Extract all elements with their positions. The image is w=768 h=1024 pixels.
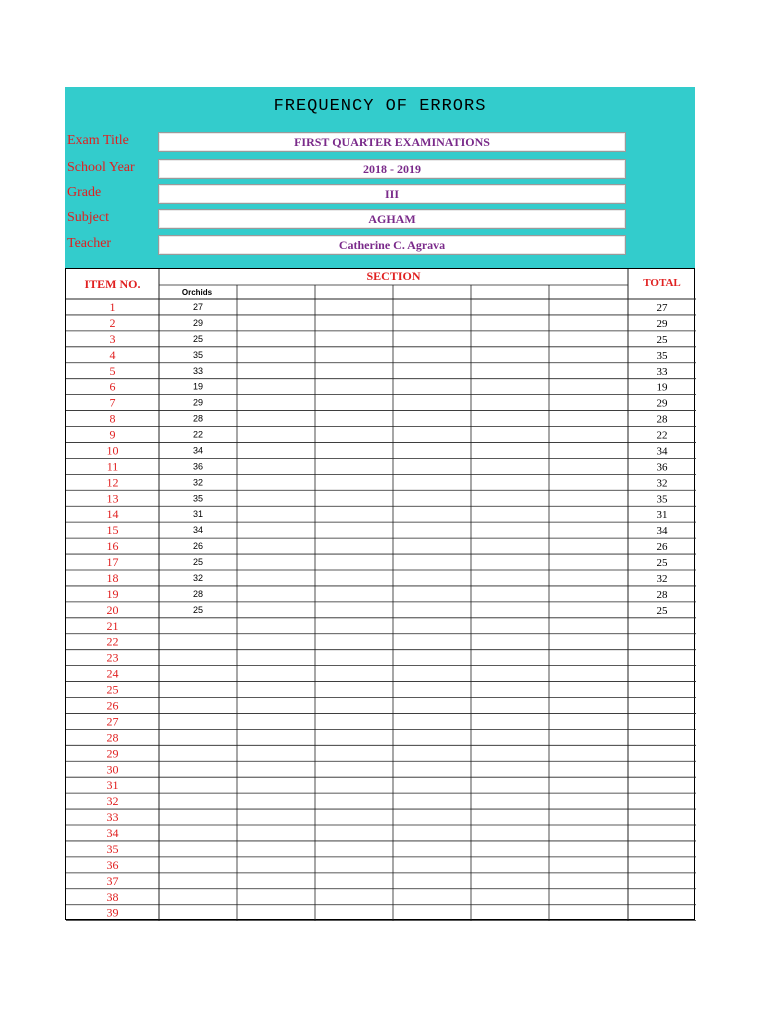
- item-number: 24: [106, 666, 119, 681]
- item-number: 12: [106, 475, 119, 490]
- subject-field[interactable]: AGHAM: [158, 209, 626, 229]
- item-number: 20: [106, 602, 119, 617]
- item-number: 21: [106, 618, 119, 633]
- section-header: SECTION: [366, 269, 421, 283]
- orchids-value: 33: [192, 365, 204, 376]
- grade-field[interactable]: III: [158, 184, 626, 204]
- item-number: 17: [106, 555, 119, 570]
- item-number: 25: [106, 682, 119, 697]
- item-number: 36: [106, 857, 119, 872]
- item-number: 39: [106, 905, 119, 920]
- orchids-value: 28: [192, 588, 204, 599]
- total-value: 26: [656, 541, 668, 554]
- total-value: 27: [656, 302, 668, 314]
- total-value: 28: [656, 413, 668, 426]
- orchids-value: 35: [192, 349, 204, 360]
- item-number: 15: [106, 523, 119, 538]
- total-value: 31: [656, 509, 668, 522]
- total-value: 33: [656, 365, 668, 378]
- item-number: 28: [106, 730, 119, 745]
- item-number: 1: [109, 300, 116, 314]
- teacher-field[interactable]: Catherine C. Agrava: [158, 235, 626, 255]
- section-name-orchids: Orchids: [181, 288, 213, 297]
- total-value: 19: [656, 381, 668, 394]
- grade-label: Grade: [67, 185, 102, 200]
- total-value: 34: [656, 445, 668, 458]
- item-number: 3: [109, 331, 116, 346]
- orchids-value: 25: [192, 604, 204, 615]
- item-no-header: ITEM NO.: [84, 277, 141, 291]
- subject-label: Subject: [67, 210, 109, 225]
- item-number: 13: [106, 491, 119, 506]
- total-value: 32: [656, 477, 668, 490]
- exam-title-label: Exam Title: [67, 133, 129, 148]
- total-value: 29: [656, 397, 668, 410]
- total-header: TOTAL: [643, 277, 681, 289]
- total-value: 28: [656, 588, 668, 601]
- page-title: FREQUENCY OF ERRORS: [273, 97, 487, 116]
- total-value: 22: [656, 429, 668, 442]
- item-number: 23: [106, 650, 119, 665]
- total-value: 25: [656, 604, 668, 617]
- item-number: 22: [106, 634, 119, 649]
- orchids-value: 25: [192, 333, 204, 344]
- item-number: 10: [106, 443, 119, 458]
- orchids-value: 29: [192, 317, 204, 328]
- orchids-value: 34: [192, 525, 204, 536]
- item-number: 32: [106, 794, 119, 809]
- orchids-value: 32: [192, 572, 204, 583]
- item-number: 11: [106, 459, 119, 474]
- total-value: 35: [656, 493, 668, 506]
- orchids-value: 22: [192, 429, 204, 440]
- item-number: 35: [106, 841, 119, 856]
- item-number: 19: [106, 586, 119, 601]
- orchids-value: 19: [192, 381, 204, 392]
- item-number: 30: [106, 762, 119, 777]
- item-number: 18: [106, 570, 119, 585]
- item-number: 5: [109, 363, 116, 378]
- orchids-value: 34: [192, 445, 204, 456]
- item-number: 34: [106, 826, 119, 841]
- orchids-value: 28: [192, 413, 204, 424]
- item-number: 9: [109, 427, 116, 442]
- total-value: 29: [656, 317, 668, 330]
- item-number: 7: [109, 395, 116, 410]
- total-value: 32: [656, 572, 668, 585]
- exam-title-field[interactable]: FIRST QUARTER EXAMINATIONS: [158, 132, 626, 152]
- item-number: 38: [106, 889, 119, 904]
- item-number: 4: [109, 347, 116, 362]
- orchids-value: 25: [192, 557, 204, 568]
- item-number: 27: [106, 714, 119, 729]
- item-number: 37: [106, 873, 119, 888]
- item-number: 29: [106, 746, 119, 761]
- item-number: 33: [106, 810, 119, 825]
- item-number: 16: [106, 539, 119, 554]
- school-year-field[interactable]: 2018 - 2019: [158, 159, 626, 179]
- item-number: 6: [109, 379, 116, 394]
- orchids-value: 29: [192, 397, 204, 408]
- orchids-value: 31: [192, 509, 204, 520]
- total-value: 25: [656, 333, 668, 346]
- school-year-label: School Year: [67, 160, 135, 175]
- orchids-value: 32: [192, 477, 204, 488]
- orchids-value: 27: [192, 302, 204, 312]
- total-value: 35: [656, 349, 668, 362]
- orchids-value: 35: [192, 493, 204, 504]
- item-number: 2: [109, 315, 116, 330]
- item-number: 26: [106, 698, 119, 713]
- teacher-label: Teacher: [67, 236, 112, 251]
- total-value: 36: [656, 461, 668, 474]
- item-number: 31: [106, 778, 119, 793]
- total-value: 25: [656, 557, 668, 570]
- exam-info-header: [65, 87, 695, 268]
- item-number: 8: [109, 411, 116, 426]
- orchids-value: 26: [192, 541, 204, 552]
- item-number: 14: [106, 507, 119, 522]
- table-grid: [66, 269, 696, 921]
- frequency-table: [65, 268, 695, 920]
- total-value: 34: [656, 525, 668, 538]
- orchids-value: 36: [192, 461, 204, 472]
